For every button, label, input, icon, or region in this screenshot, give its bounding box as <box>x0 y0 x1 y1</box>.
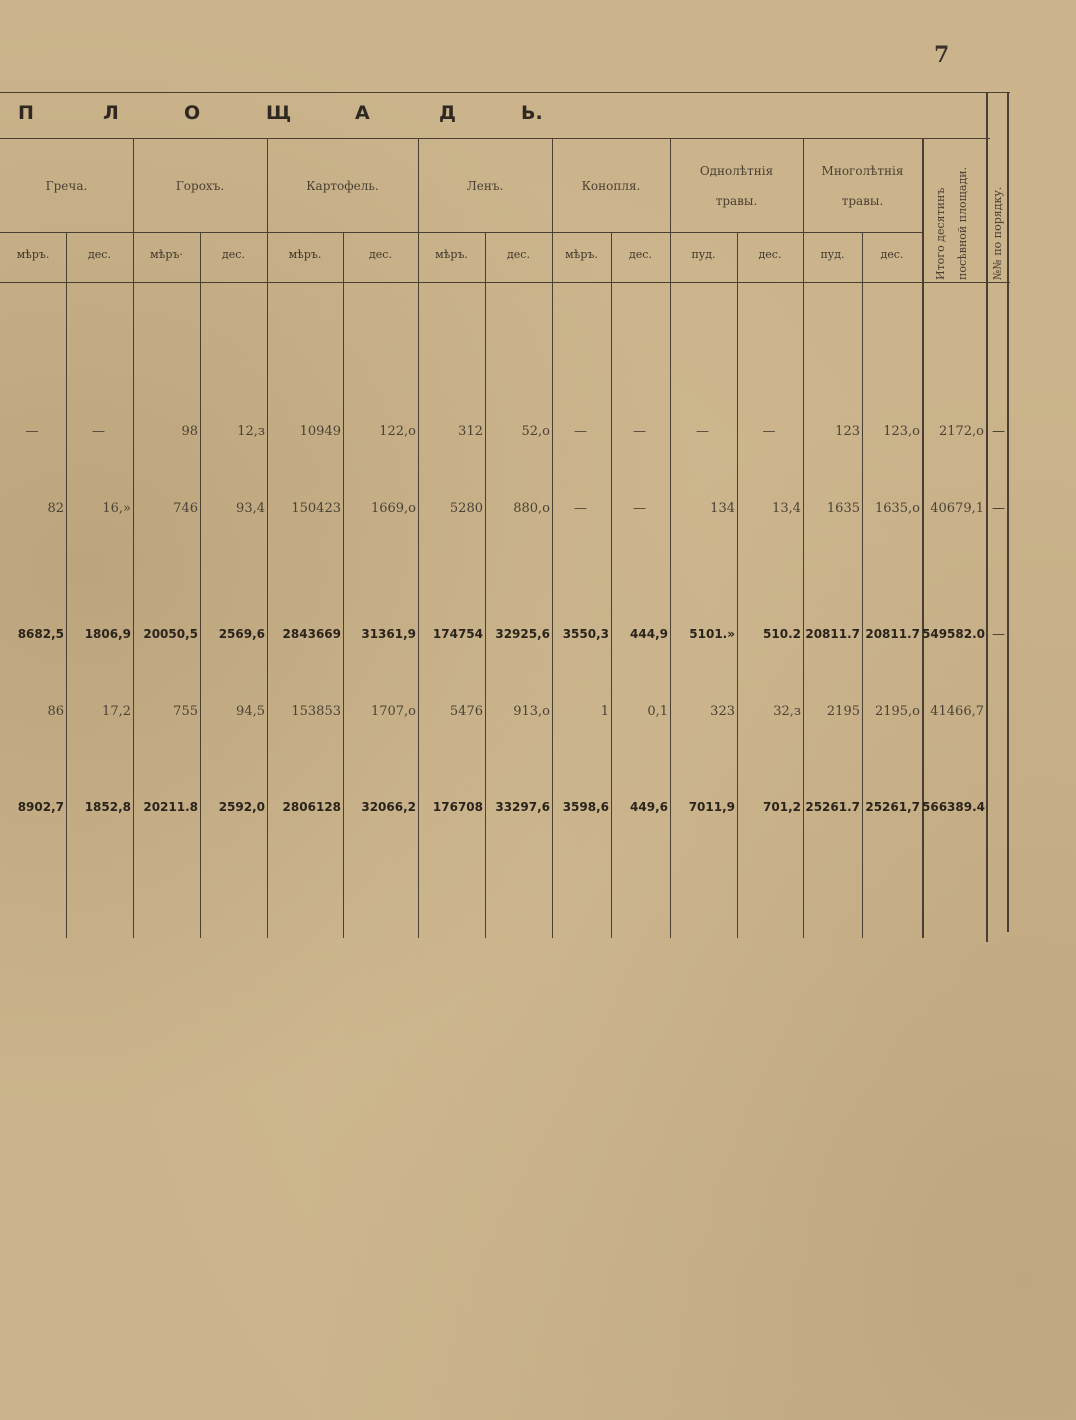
column-divider <box>1007 92 1009 932</box>
unit-header: дес. <box>880 248 904 261</box>
table-cell: 82 <box>47 501 64 516</box>
group-header-len: Ленъ. <box>466 179 504 193</box>
title-letter: Ь. <box>521 102 543 124</box>
table-cell: 2195,о <box>874 704 920 719</box>
table-cell: 1806,9 <box>84 627 131 641</box>
table-cell: 5476 <box>449 704 483 719</box>
row-order-mark: — <box>992 627 1005 642</box>
title-bottom-rule <box>0 138 990 139</box>
column-divider <box>922 138 924 938</box>
table-cell: 32925,6 <box>495 627 550 641</box>
table-cell: 123 <box>835 424 860 439</box>
table-cell: 323 <box>710 704 735 719</box>
group-header-rule <box>0 232 922 233</box>
table-cell: 94,5 <box>236 704 265 719</box>
title-letter: О <box>184 102 201 124</box>
table-cell: 174754 <box>432 627 483 641</box>
table-top-rule <box>0 92 1010 93</box>
group-header-gorokh: Горохъ. <box>175 179 225 193</box>
unit-header: дес. <box>88 248 111 261</box>
group-header-annual-grass: травы. <box>715 194 758 208</box>
unit-header: дес. <box>507 248 530 261</box>
unit-header: пуд. <box>820 248 845 261</box>
table-cell: 566389.4 <box>922 800 986 814</box>
table-cell: 25261.7 <box>805 800 860 814</box>
title-letter: А <box>355 102 370 124</box>
table-cell: 25261,7 <box>865 800 920 814</box>
table-cell: 444,9 <box>630 627 668 641</box>
table-cell: 2569,6 <box>218 627 265 641</box>
table-cell: 746 <box>173 501 198 516</box>
table-cell: 2843669 <box>282 627 341 641</box>
unit-header: пуд. <box>691 248 716 261</box>
table-cell: — <box>633 501 646 516</box>
group-header-kartofel: Картофель. <box>306 179 379 193</box>
table-cell: — <box>696 424 709 439</box>
group-header-konoplya: Конопля. <box>581 179 641 193</box>
table-cell: 123,о <box>883 424 920 439</box>
table-cell: 312 <box>458 424 483 439</box>
group-header-annual-grass: Однолѣтнія <box>699 164 774 178</box>
table-cell: 701,2 <box>763 800 801 814</box>
subcolumn-divider <box>200 232 201 938</box>
table-cell: 880,о <box>513 501 550 516</box>
table-cell: 122,о <box>379 424 416 439</box>
page-number: 7 <box>934 42 950 68</box>
table-cell: 10949 <box>299 424 341 439</box>
table-cell: 1635 <box>826 501 860 516</box>
table-cell: 13,4 <box>772 501 801 516</box>
unit-header: мѣръ· <box>150 248 183 261</box>
unit-header: мѣръ. <box>16 248 50 261</box>
table-cell: — <box>25 424 39 439</box>
table-cell: 3550,3 <box>562 627 609 641</box>
group-header-perennial-grass: травы. <box>841 194 884 208</box>
table-cell: 176708 <box>432 800 483 814</box>
table-cell: 8902,7 <box>17 800 64 814</box>
table-cell: 153853 <box>291 704 341 719</box>
table-cell: 20811.7 <box>805 627 860 641</box>
unit-header: дес. <box>629 248 652 261</box>
table-cell: — <box>633 424 646 439</box>
table-cell: 549582.0 <box>922 627 986 641</box>
table-cell: 0,1 <box>647 704 668 719</box>
table-cell: 2195 <box>826 704 860 719</box>
table-cell: 449,6 <box>630 800 668 814</box>
subcolumn-divider <box>611 232 612 938</box>
total-area-header: Итого десятинъ <box>934 187 947 280</box>
unit-header: дес. <box>758 248 782 261</box>
table-cell: 1707,о <box>370 704 416 719</box>
table-cell: — <box>574 424 587 439</box>
table-cell: 17,2 <box>102 704 131 719</box>
table-cell: — <box>762 424 776 439</box>
table-cell: 913,о <box>513 704 550 719</box>
row-order-mark: — <box>992 424 1005 439</box>
table-cell: 33297,6 <box>495 800 550 814</box>
table-cell: 20211.8 <box>143 800 198 814</box>
row-order-mark: — <box>992 501 1005 516</box>
title-letter: Щ <box>266 102 292 124</box>
table-cell: 93,4 <box>236 501 265 516</box>
table-cell: 510.2 <box>763 627 801 641</box>
subcolumn-divider <box>862 232 863 938</box>
order-number-header: №№ по порядку. <box>991 186 1004 280</box>
column-divider <box>986 92 988 942</box>
group-header-perennial-grass: Многолѣтнія <box>821 164 904 178</box>
table-cell: — <box>574 501 587 516</box>
total-area-header: посѣвной площади. <box>956 166 969 280</box>
table-cell: 7011,9 <box>688 800 735 814</box>
table-cell: 16,» <box>102 501 131 516</box>
subcolumn-divider <box>737 232 738 938</box>
table-cell: 32,з <box>773 704 801 719</box>
table-cell: 40679,1 <box>930 501 984 516</box>
subcolumn-divider <box>66 232 67 938</box>
title-letter: Д <box>439 102 456 124</box>
table-cell: 1 <box>600 704 609 719</box>
table-cell: 20811.7 <box>865 627 920 641</box>
group-header-grecha: Греча. <box>45 179 88 193</box>
table-cell: 98 <box>181 424 198 439</box>
unit-header: дес. <box>222 248 245 261</box>
title-letter: Л <box>103 102 119 124</box>
unit-header: мѣръ. <box>288 248 322 261</box>
title-letter: П <box>18 102 34 124</box>
table-cell: 150423 <box>291 501 341 516</box>
table-cell: — <box>92 424 105 439</box>
table-cell: 52,о <box>521 424 550 439</box>
table-cell: 41466,7 <box>930 704 984 719</box>
table-cell: 12,з <box>237 424 265 439</box>
table-cell: 1635,о <box>874 501 920 516</box>
table-cell: 32066,2 <box>361 800 416 814</box>
table-title <box>0 96 986 136</box>
table-cell: 5101.» <box>689 627 735 641</box>
table-cell: 5280 <box>449 501 483 516</box>
table-cell: 86 <box>47 704 64 719</box>
header-bottom-rule <box>0 282 1010 283</box>
table-cell: 8682,5 <box>17 627 64 641</box>
table-cell: 2172,о <box>938 424 984 439</box>
table-cell: 1669,о <box>370 501 416 516</box>
table-cell: 2806128 <box>282 800 341 814</box>
table-cell: 31361,9 <box>361 627 416 641</box>
unit-header: мѣръ. <box>435 248 468 261</box>
table-cell: 20050,5 <box>143 627 198 641</box>
table-cell: 2592,0 <box>218 800 265 814</box>
subcolumn-divider <box>343 232 344 938</box>
unit-header: мѣръ. <box>565 248 598 261</box>
subcolumn-divider <box>485 232 486 938</box>
table-cell: 755 <box>173 704 198 719</box>
table-cell: 134 <box>710 501 735 516</box>
table-cell: 1852,8 <box>84 800 131 814</box>
table-cell: 3598,6 <box>562 800 609 814</box>
unit-header: дес. <box>369 248 392 261</box>
